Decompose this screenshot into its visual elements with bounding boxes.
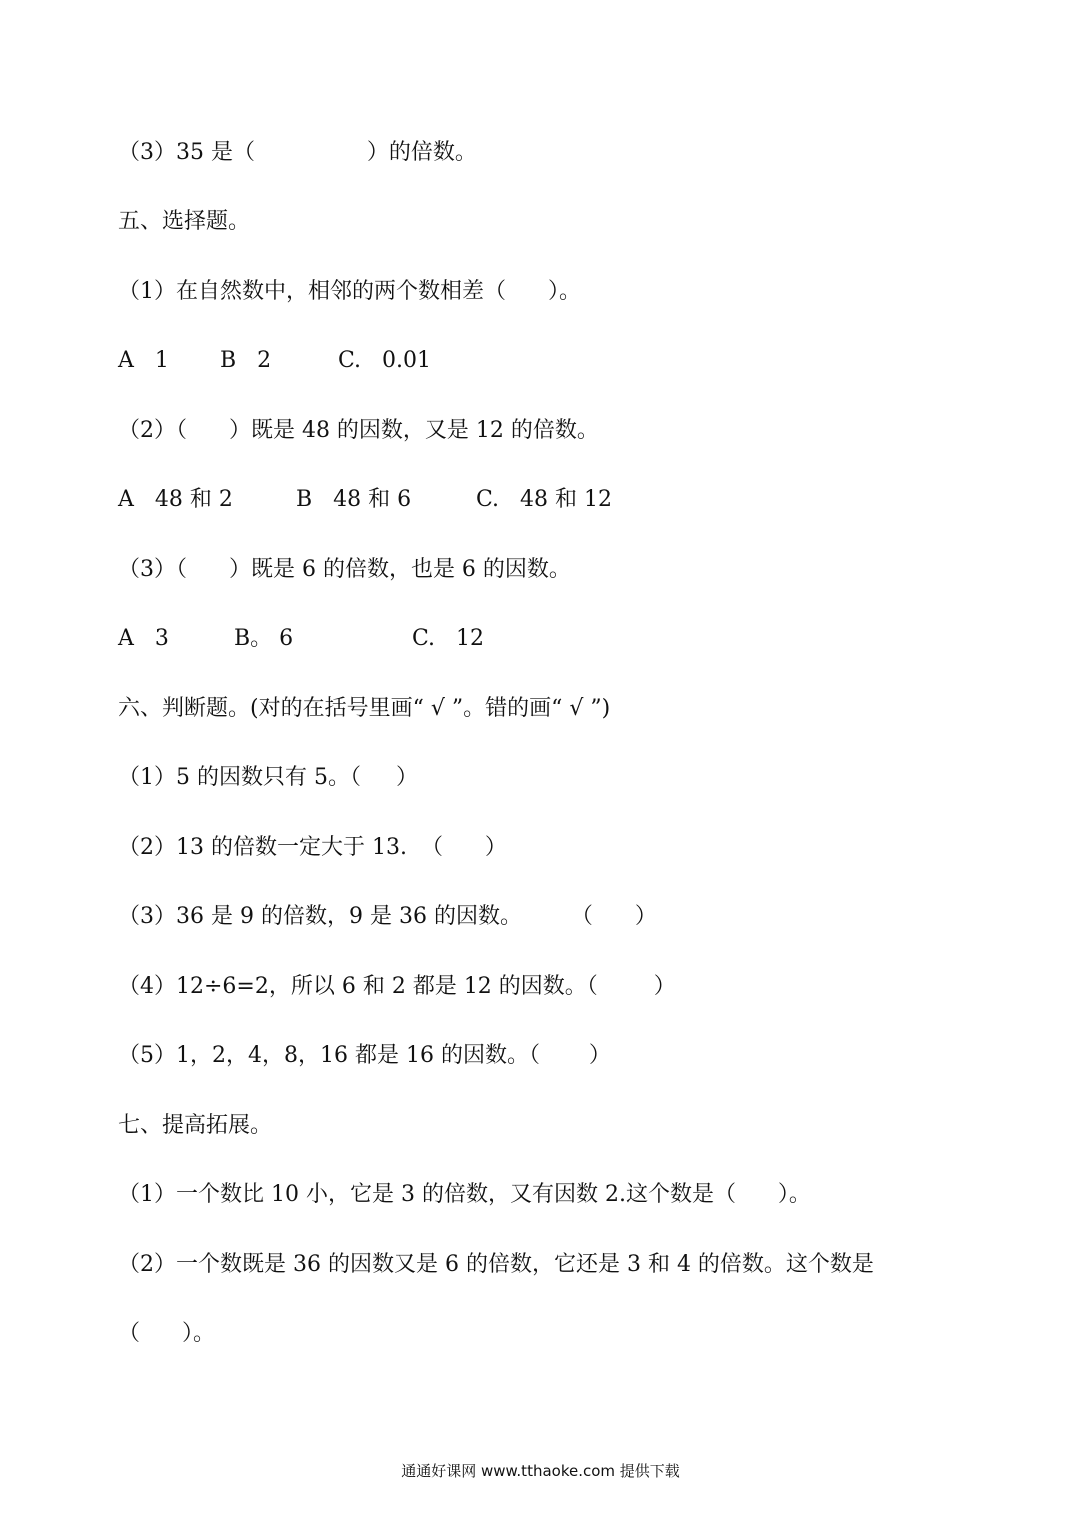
- question-text: （2）（ ）既是 48 的因数，又是 12 的倍数。: [118, 418, 599, 443]
- question-text: （2）一个数既是 36 的因数又是 6 的倍数，它还是 3 和 4 的倍数。这个数是: [118, 1252, 874, 1277]
- question-text: （5）1，2，4，8，16 都是 16 的因数。（ ）: [118, 1043, 611, 1068]
- question-text: （4）12÷6=2，所以 6 和 2 都是 12 的因数。（ ）: [118, 974, 676, 999]
- option-b: B。 6: [234, 626, 294, 651]
- option-c: C. 0.01: [338, 348, 432, 373]
- question-text: （ ）。: [118, 1321, 215, 1346]
- option-c: C. 48 和 12: [476, 487, 612, 512]
- option-b: B 48 和 6: [296, 487, 412, 512]
- question-text: （3）（ ）既是 6 的倍数，也是 6 的因数。: [118, 557, 571, 582]
- question-text: （3）35 是（ ）的倍数。: [118, 140, 477, 165]
- question-text: （3）36 是 9 的倍数，9 是 36 的因数。 （ ）: [118, 904, 657, 929]
- option-a: A 3: [118, 626, 169, 651]
- option-a: A 1: [118, 348, 169, 373]
- question-text: （1）在自然数中，相邻的两个数相差（ ）。: [118, 279, 581, 304]
- section-heading: 六、判断题。(对的在括号里画“ √ ”。错的画“ √ ”): [118, 696, 611, 721]
- option-c: C. 12: [412, 626, 485, 651]
- question-text: （1）5 的因数只有 5。（ ）: [118, 765, 418, 790]
- section-heading: 七、提高拓展。: [118, 1113, 273, 1138]
- page-footer: 通通好课网 www.tthaoke.com 提供下载: [401, 1462, 680, 1480]
- section-heading: 五、选择题。: [118, 209, 251, 234]
- question-text: （1）一个数比 10 小，它是 3 的倍数，又有因数 2.这个数是（ ）。: [118, 1182, 811, 1207]
- question-text: （2）13 的倍数一定大于 13. （ ）: [118, 835, 507, 860]
- option-b: B 2: [220, 348, 272, 373]
- option-a: A 48 和 2: [118, 487, 233, 512]
